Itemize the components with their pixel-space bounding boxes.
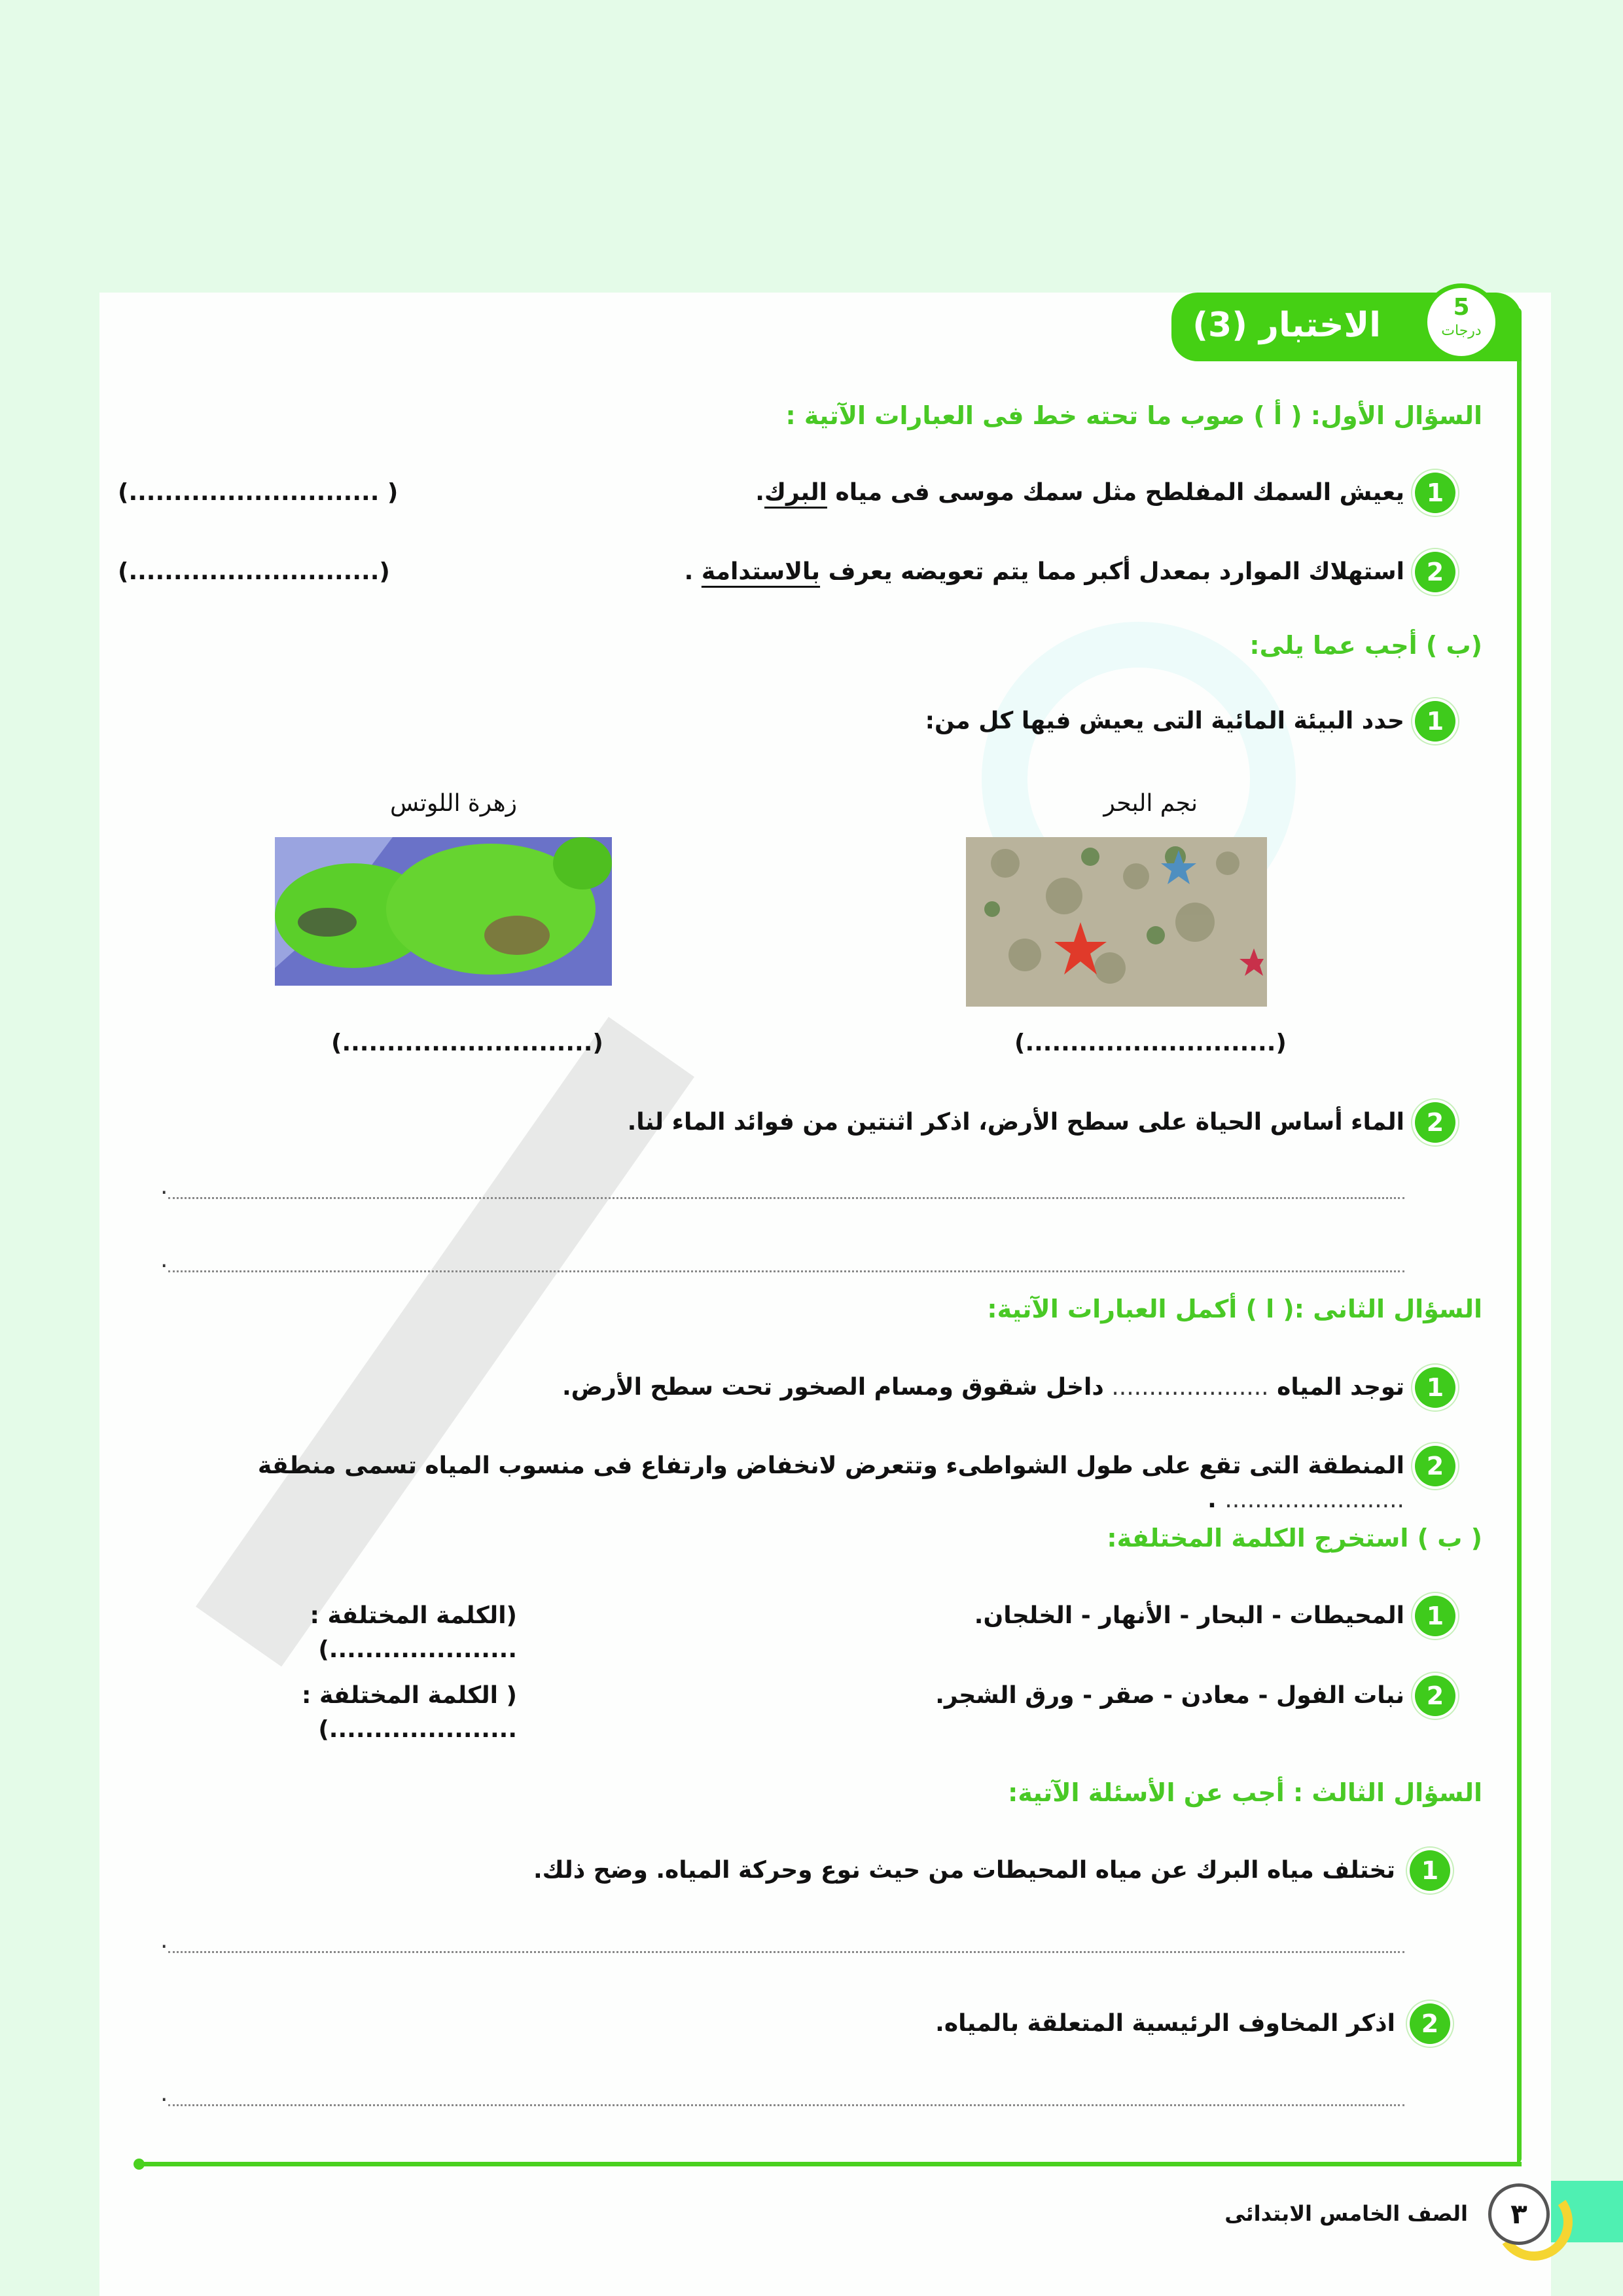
score-label: درجات — [1441, 323, 1482, 339]
q1-item-1-after: . — [755, 479, 764, 506]
answer-line[interactable] — [168, 1270, 1404, 1272]
q3-item-2-text: اذكر المخاوف الرئيسية المتعلقة بالمياه. — [935, 2010, 1395, 2037]
score-badge — [1423, 283, 1500, 361]
q3-item-1-number: 1 — [1410, 1850, 1450, 1891]
q1b-item-1-number: 1 — [1415, 701, 1455, 742]
q2b-item-1-text: المحيطات - البحار - الأنهار - الخلجان. — [974, 1602, 1404, 1629]
q2-item-2-number: 2 — [1415, 1446, 1455, 1486]
lotus-label: زهرة اللوتس — [390, 790, 517, 817]
q2-item-1-after: داخل شقوق ومسام الصخور تحت سطح الأرض. — [562, 1374, 1104, 1401]
q2-item-2-text — [128, 1449, 1404, 1517]
starfish-label: نجم البحر — [1103, 790, 1198, 817]
q1-item-2-underlined: بالاستدامة — [701, 558, 821, 585]
q1-part-b-heading: (ب ) أجب عما يلى: — [1249, 631, 1482, 660]
score-value: 5 — [1453, 294, 1470, 321]
lotus-answer-blank[interactable]: (............................) — [331, 1030, 603, 1056]
q3-heading: السؤال الثالث : أجب عن الأسئلة الآتية: — [1008, 1778, 1482, 1807]
test-title: الاختبار (3) — [1192, 306, 1381, 345]
q3-item-2-number: 2 — [1410, 2003, 1450, 2044]
q2-item-2-blank[interactable]: ........................ — [1224, 1486, 1404, 1513]
answer-line[interactable] — [168, 1951, 1404, 1953]
frame-border-bottom — [139, 2162, 1522, 2166]
starfish-image — [966, 837, 1267, 1007]
q1-item-1-underlined: البرك — [764, 479, 827, 506]
q1-item-1-answer-blank[interactable]: (............................ ) — [118, 479, 399, 506]
page-number: ٣ — [1510, 2198, 1527, 2230]
q2-item-1-number: 1 — [1415, 1367, 1455, 1408]
q1-item-2-answer-blank[interactable]: (............................) — [118, 558, 390, 585]
q2b-item-2-text: نبات الفول - معادن - صقر - ورق الشجر. — [935, 1682, 1404, 1709]
q2b-item-1-number: 1 — [1415, 1596, 1455, 1636]
q1-item-2-before: استهلاك الموارد بمعدل أكبر مما يتم تعويضه يعرف — [820, 558, 1404, 585]
starfish-answer-blank[interactable]: (............................) — [1014, 1030, 1287, 1056]
q2-item-1-blank[interactable]: ..................... — [1103, 1374, 1269, 1401]
q2b-item-1-answer[interactable]: (الكلمة المختلفة : .....................) — [310, 1602, 517, 1663]
q2-part-b-heading: ( ب ) استخرج الكلمة المختلفة: — [1107, 1524, 1482, 1552]
q2b-item-2-number: 2 — [1415, 1676, 1455, 1716]
q2b-item-2-answer[interactable]: ( الكلمة المختلفة : .....................) — [302, 1682, 517, 1743]
q2-item-2-before: المنطقة التى تقع على طول الشواطىء وتتعرض لانخفاض وارتفاع فى منسوب المياه تسمى منطقة — [257, 1452, 1404, 1479]
q1b-item-1-text: حدد البيئة المائية التى يعيش فيها كل من: — [925, 708, 1404, 734]
q2-item-2-after: . — [1207, 1486, 1225, 1513]
q1b-item-2-text: الماء أساس الحياة على سطح الأرض، اذكر اثنتين من فوائد الماء لنا. — [627, 1109, 1404, 1136]
q1-item-2-text — [685, 555, 1404, 589]
frame-border-right — [1517, 308, 1522, 2163]
q3-item-1-text: تختلف مياه البرك عن مياه المحيطات من حيث نوع وحركة المياه. وضح ذلك. — [533, 1857, 1395, 1884]
q1-heading: السؤال الأول: ( أ ) صوب ما تحته خط فى العبارات الآتية : — [785, 401, 1482, 430]
q1-item-2-number: 2 — [1415, 552, 1455, 592]
q1-item-1-before: يعيش السمك المفلطح مثل سمك موسى فى مياه — [827, 479, 1404, 506]
answer-line[interactable] — [168, 2104, 1404, 2106]
q1-item-1-text — [755, 476, 1404, 510]
q1b-item-2-number: 2 — [1415, 1102, 1455, 1143]
q2-item-1-before: توجد المياه — [1268, 1374, 1404, 1401]
q1-item-1-number: 1 — [1415, 473, 1455, 513]
page-number-badge — [1488, 2183, 1550, 2245]
frame-dot — [134, 2159, 145, 2170]
q2-heading: السؤال الثانى :( ا ) أكمل العبارات الآتية: — [987, 1295, 1482, 1323]
q2-item-1-text — [562, 1371, 1404, 1405]
footer-grade: الصف الخامس الابتدائى — [1224, 2201, 1468, 2226]
answer-line[interactable] — [168, 1197, 1404, 1199]
lotus-image — [275, 837, 612, 986]
q1-item-2-after: . — [684, 558, 702, 585]
